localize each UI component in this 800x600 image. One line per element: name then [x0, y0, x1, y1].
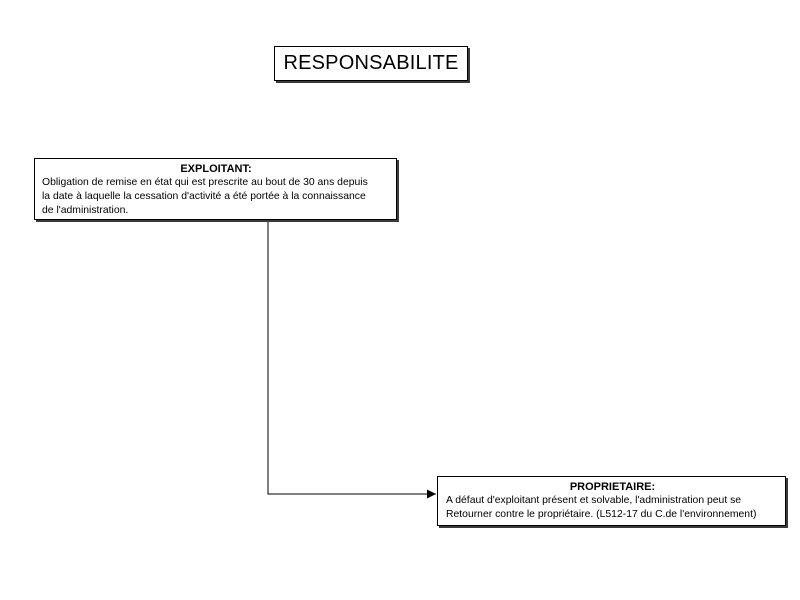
exploitant-text: Obligation de remise en état qui est prescrite au bout de 30 ans depuis la date à laquelle la cessation d'activité a été portée à la connaissance de l'administration. [42, 177, 368, 216]
proprietaire-heading: PROPRIETAIRE: [569, 481, 656, 493]
proprietaire-text: A défaut d'exploitant présent et solvable, l'administration peut se Retourner contre le propriétaire. (L512-17 du C.de l'environnement) [446, 495, 757, 520]
connector-line [268, 220, 436, 494]
exploitant-node [34, 158, 397, 220]
exploitant-heading: EXPLOITANT: [180, 163, 252, 175]
title-box [274, 46, 468, 81]
diagram-title: RESPONSABILITE [283, 52, 459, 74]
proprietaire-node [437, 476, 786, 526]
